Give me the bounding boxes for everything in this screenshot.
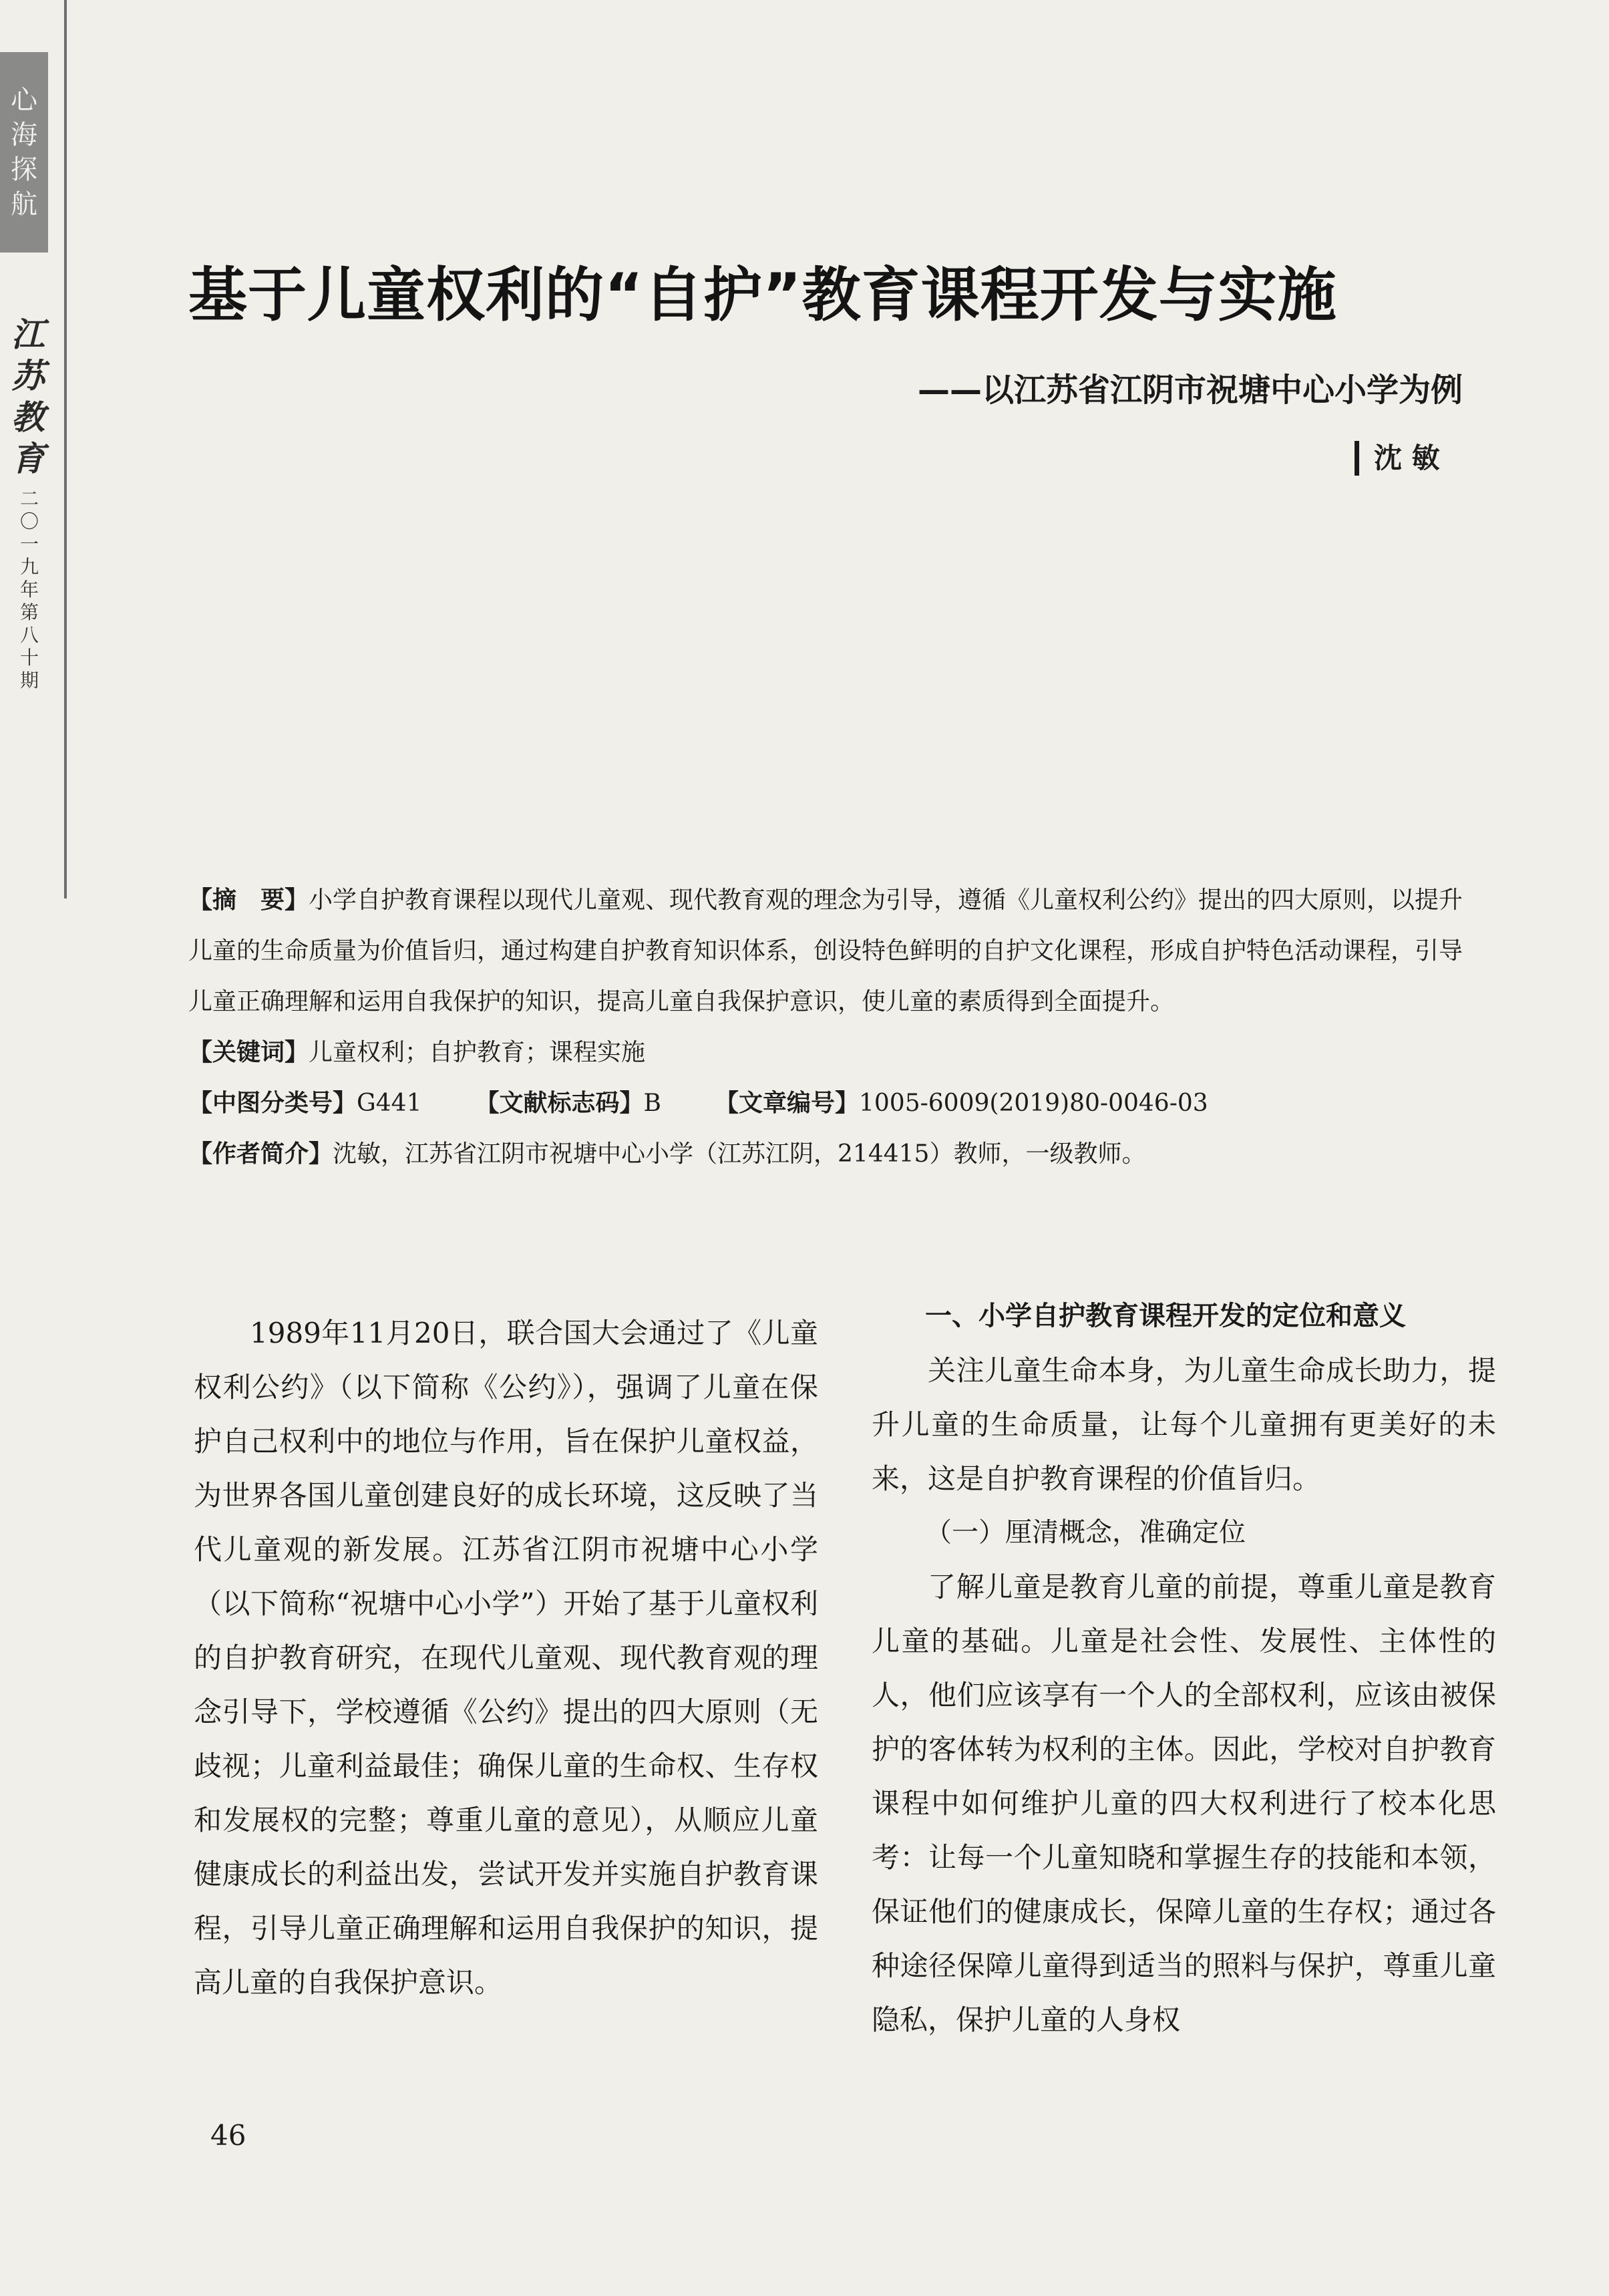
article-number-value: 1005-6009(2019)80-0046-03 bbox=[859, 1090, 1208, 1117]
issue-char: 一 bbox=[19, 533, 39, 555]
page-number: 46 bbox=[210, 2119, 246, 2152]
keywords-label: 【关键词】 bbox=[188, 1039, 309, 1066]
article-author: 沈 敏 bbox=[1355, 441, 1487, 476]
left-column bbox=[194, 1306, 818, 2009]
body-paragraph: 了解儿童是教育儿童的前提，尊重儿童是教育儿童的基础。儿童是社会性、发展性、主体性的人，他们应该享有一个人的全部权利，应该由被保护的客体转为权利的主体。因此，学校对自护教育课程中如何维护儿童的四大权利进行了校本化思考：让每一个儿童知晓和掌握生存的技能和本领，保证他们的健康成长，保障儿童的生存权；通过各种途径保障儿童得到适当的照料与保护，尊重儿童隐私，保护儿童的人身权 bbox=[872, 1571, 1496, 2036]
journal-logo-char: 教 bbox=[11, 397, 45, 437]
issue-char: 〇 bbox=[19, 510, 39, 532]
document-code-value: B bbox=[643, 1090, 661, 1117]
document-code-label: 【文献标志码】 bbox=[475, 1090, 644, 1117]
classification-codes bbox=[188, 1078, 1481, 1129]
author-bio bbox=[188, 1129, 1481, 1180]
section-tab bbox=[0, 52, 48, 253]
issue-label bbox=[11, 488, 48, 692]
subsection-heading: （一）厘清概念，准确定位 bbox=[925, 1517, 1246, 1548]
journal-logo bbox=[8, 314, 48, 480]
article-metadata bbox=[188, 875, 1481, 1180]
journal-logo-char: 江 bbox=[11, 315, 45, 354]
clc-code bbox=[188, 1078, 422, 1129]
issue-char: 第 bbox=[19, 601, 39, 623]
issue-char: 八 bbox=[19, 624, 39, 646]
issue-char: 十 bbox=[19, 647, 39, 669]
author-bio-label: 【作者简介】 bbox=[188, 1140, 333, 1168]
body-paragraph: 1989年11月20日，联合国大会通过了《儿童权利公约》（以下简称《公约》），强调了儿童在保护自己权利中的地位与作用，旨在保护儿童权益，为世界各国儿童创建良好的成长环境，这反映了当代儿童观的新发展。江苏省江阴市祝塘中心小学（以下简称“祝塘中心小学”）开始了基于儿童权利的自护教育研究，在现代儿童观、现代教育观的理念引导下，学校遵循《公约》提出的四大原则（无歧视；儿童利益最佳；确保儿童的生命权、生存权和发展权的完整；尊重儿童的意见），从顺应儿童健康成长的利益出发，尝试开发并实施自护教育课程，引导儿童正确理解和运用自我保护的知识，提高儿童的自我保护意识。 bbox=[194, 1317, 818, 1999]
abstract-label: 【摘 要】 bbox=[188, 886, 309, 914]
issue-char: 二 bbox=[19, 488, 39, 510]
keywords-text: 儿童权利；自护教育；课程实施 bbox=[309, 1039, 646, 1066]
issue-char: 年 bbox=[19, 579, 39, 601]
journal-logo-char: 苏 bbox=[11, 356, 45, 395]
article-number-label: 【文章编号】 bbox=[714, 1090, 859, 1117]
article-subtitle: ——以江苏省江阴市祝塘中心小学为例 bbox=[917, 371, 1463, 409]
section-heading: 一、小学自护教育课程开发的定位和意义 bbox=[925, 1301, 1406, 1331]
margin-rule bbox=[64, 0, 67, 898]
issue-char: 期 bbox=[19, 669, 39, 691]
author-bio-text: 沈敏，江苏省江阴市祝塘中心小学（江苏江阴，214415）教师，一级教师。 bbox=[333, 1140, 1146, 1168]
article-title: 基于儿童权利的“自护”教育课程开发与实施 bbox=[188, 261, 1337, 329]
journal-logo-char: 育 bbox=[11, 439, 45, 478]
abstract-text: 小学自护教育课程以现代儿童观、现代教育观的理念为引导，遵循《儿童权利公约》提出的四大原则，以提升儿童的生命质量为价值旨归，通过构建自护教育知识体系，创设特色鲜明的自护文化课程，形成自护特色活动课程，引导儿童正确理解和运用自我保护的知识，提高儿童自我保护意识，使儿童的素质得到全面提升。 bbox=[188, 886, 1463, 1015]
clc-value: G441 bbox=[357, 1090, 422, 1117]
section-tab-char: 航 bbox=[11, 189, 37, 220]
section-tab-char: 探 bbox=[11, 154, 37, 185]
body-paragraph: 关注儿童生命本身，为儿童生命成长助力，提升儿童的生命质量，让每个儿童拥有更美好的未来，这是自护教育课程的价值旨归。 bbox=[872, 1354, 1496, 1495]
document-code bbox=[476, 1078, 661, 1129]
clc-label: 【中图分类号】 bbox=[188, 1090, 357, 1117]
section-tab-char: 心 bbox=[11, 85, 37, 116]
issue-char: 九 bbox=[19, 556, 39, 578]
abstract bbox=[188, 875, 1481, 1027]
article-number bbox=[715, 1078, 1208, 1129]
section-tab-char: 海 bbox=[11, 120, 37, 150]
right-column bbox=[872, 1289, 1496, 2047]
keywords bbox=[188, 1027, 1481, 1078]
